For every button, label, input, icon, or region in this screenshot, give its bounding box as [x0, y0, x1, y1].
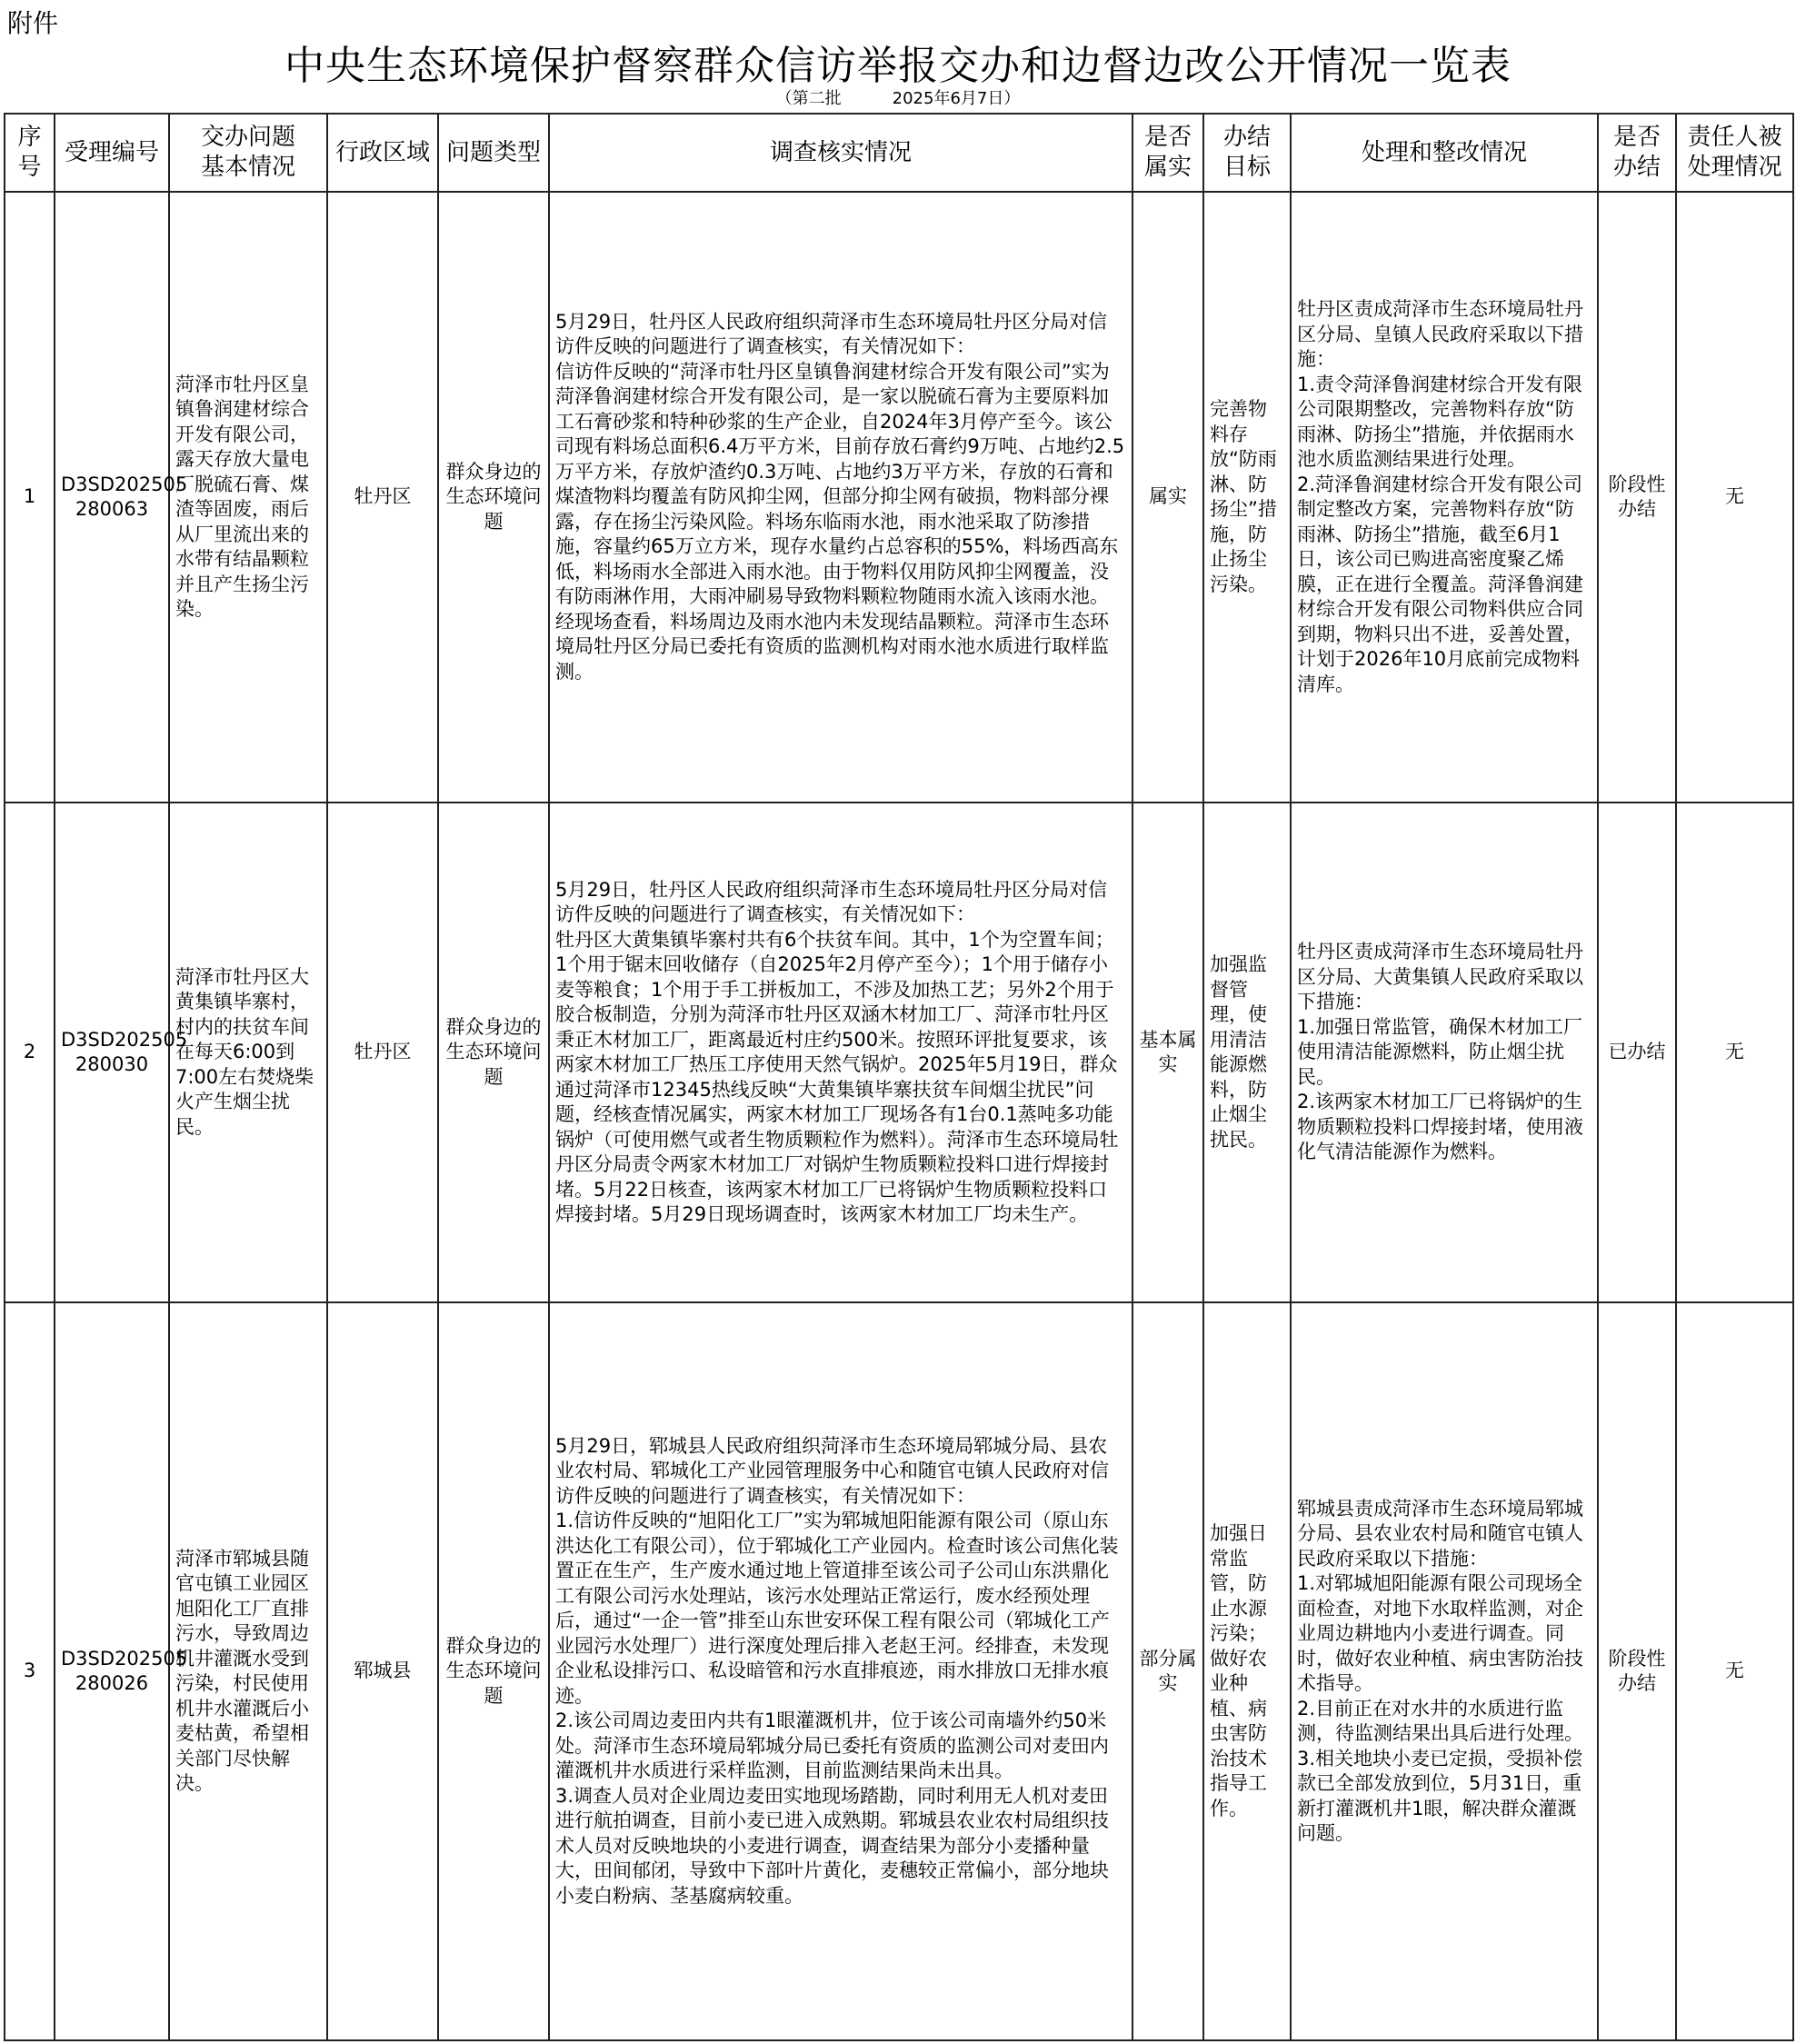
row-region: 郓城县 — [327, 1302, 438, 2040]
row-goal: 加强监督管理，使用清洁能源燃料，防止烟尘扰民。 — [1203, 803, 1291, 1302]
table-row — [5, 1302, 1793, 2040]
row-type: 群众身边的生态环境问题 — [438, 192, 549, 803]
col-header-type: 问题类型 — [438, 114, 549, 192]
row-problem: 菏泽市牡丹区皇镇鲁润建材综合开发有限公司，露天存放大量电厂脱硫石膏、煤渣等固废，雨后从厂里流出来的水带有结晶颗粒并且产生扬尘污染。 — [169, 192, 327, 803]
row-verified: 基本属实 — [1132, 803, 1203, 1302]
table-row — [5, 803, 1793, 1302]
col-header-closed: 是否 办结 — [1598, 114, 1676, 192]
col-header-verified: 是否 属实 — [1132, 114, 1203, 192]
row-region: 牡丹区 — [327, 192, 438, 803]
row-verified: 部分属实 — [1132, 1302, 1203, 2040]
col-header-goal: 办结 目标 — [1203, 114, 1291, 192]
row-handling: 牡丹区责成菏泽市生态环境局牡丹区分局、大黄集镇人民政府采取以下措施： 1.加强日常监管，确保木材加工厂使用清洁能源燃料，防止烟尘扰民。 2.该两家木材加工厂已将锅炉的生物质颗粒投料口焊接封堵，使用液化气清洁能源作为燃料。 — [1291, 803, 1598, 1302]
row-accountability: 无 — [1676, 192, 1793, 803]
row-code: D3SD202505 280063 — [55, 192, 169, 803]
row-closed: 阶段性办结 — [1598, 1302, 1676, 2040]
col-header-investigation: 调查核实情况 — [549, 114, 1132, 192]
col-header-problem: 交办问题 基本情况 — [169, 114, 327, 192]
row-handling: 郓城县责成菏泽市生态环境局郓城分局、县农业农村局和随官屯镇人民政府采取以下措施： 1.对郓城旭阳能源有限公司现场全面检查，对地下水取样监测，对企业周边耕地内小麦进行调查。同时，做好农业种植、病虫害防治技术指导。 2.目前正在对水井的水质进行监测，待监测结果出具后进行处理。 3.相关地块小麦已定损，受损补偿款已全部发放到位，5月31日，重新打灌溉机井1眼，解决群众灌溉问题。 — [1291, 1302, 1598, 2040]
row-accountability: 无 — [1676, 1302, 1793, 2040]
row-problem: 菏泽市牡丹区大黄集镇毕寨村，村内的扶贫车间在每天6:00到7:00左右焚烧柴火产生烟尘扰民。 — [169, 803, 327, 1302]
row-closed: 阶段性办结 — [1598, 192, 1676, 803]
publish-date: 2025年6月7日） — [892, 89, 1021, 108]
col-header-region: 行政区域 — [327, 114, 438, 192]
row-closed: 已办结 — [1598, 803, 1676, 1302]
row-seq: 2 — [5, 803, 55, 1302]
col-header-handling: 处理和整改情况 — [1291, 114, 1598, 192]
row-problem: 菏泽市郓城县随官屯镇工业园区旭阳化工厂直排污水，导致周边机井灌溉水受到污染，村民使用机井水灌溉后小麦枯黄，希望相关部门尽快解决。 — [169, 1302, 327, 2040]
page-title: 中央生态环境保护督察群众信访举报交办和边督边改公开情况一览表 — [284, 43, 1512, 89]
disclosure-table — [4, 113, 1794, 2041]
row-goal: 加强日常监管，防止水源污染；做好农业种植、病虫害防治技术指导工作。 — [1203, 1302, 1291, 2040]
page-subtitle — [0, 89, 1796, 109]
row-verified: 属实 — [1132, 192, 1203, 803]
row-seq: 1 — [5, 192, 55, 803]
col-header-accountability: 责任人被 处理情况 — [1676, 114, 1793, 192]
row-seq: 3 — [5, 1302, 55, 2040]
row-accountability: 无 — [1676, 803, 1793, 1302]
row-investigation: 5月29日，郓城县人民政府组织菏泽市生态环境局郓城分局、县农业农村局、郓城化工产业园管理服务中心和随官屯镇人民政府对信访件反映的问题进行了调查核实，有关情况如下： 1.信访件反映的“旭阳化工厂”实为郓城旭阳能源有限公司（原山东洪达化工有限公司），位于郓城化工产业园内。检查时该公司焦化装置正在生产，生产废水通过地上管道排至该公司子公司山东洪鼎化工有限公司污水处理站，该污水处理站正常运行，废水经预处理后，通过“一企一管”排至山东世安环保工程有限公司（郓城化工产业园污水处理厂）进行深度处理后排入老赵王河。经排查，未发现企业私设排污口、私设暗管和污水直排痕迹，雨水排放口无排水痕迹。 2.该公司周边麦田内共有1眼灌溉机井，位于该公司南墙外约50米处。菏泽市生态环境局郓城分局已委托有资质的监测公司对麦田内灌溉机井水质进行采样监测，目前监测结果尚未出具。 3.调查人员对企业周边麦田实地现场踏勘，同时利用无人机对麦田进行航拍调查，目前小麦已进入成熟期。郓城县农业农村局组织技术人员对反映地块的小麦进行调查，调查结果为部分小麦播种量大，田间郁闭，导致中下部叶片黄化，麦穗较正常偏小，部分地块小麦白粉病、茎基腐病较重。 — [549, 1302, 1132, 2040]
header-row — [5, 114, 1793, 192]
row-investigation: 5月29日，牡丹区人民政府组织菏泽市生态环境局牡丹区分局对信访件反映的问题进行了调查核实，有关情况如下： 信访件反映的“菏泽市牡丹区皇镇鲁润建材综合开发有限公司”实为菏泽鲁润建材综合开发有限公司，是一家以脱硫石膏为主要原料加工石膏砂浆和特种砂浆的生产企业，自2024年3月停产至今。该公司现有料场总面积6.4万平方米，目前存放石膏约9万吨、占地约2.5万平方米，存放炉渣约0.3万吨、占地约3万平方米，存放的石膏和煤渣物料均覆盖有防风抑尘网，但部分抑尘网有破损，物料部分裸露，存在扬尘污染风险。料场东临雨水池，雨水池采取了防渗措施，容量约65万立方米，现存水量约占总容积的55%，料场西高东低，料场雨水全部进入雨水池。由于物料仅用防风抑尘网覆盖，没有防雨淋作用，大雨冲刷易导致物料颗粒物随雨水流入该雨水池。经现场查看，料场周边及雨水池内未发现结晶颗粒。菏泽市生态环境局牡丹区分局已委托有资质的监测机构对雨水池水质进行取样监测。 — [549, 192, 1132, 803]
row-code: D3SD202505 280026 — [55, 1302, 169, 2040]
row-region: 牡丹区 — [327, 803, 438, 1302]
row-type: 群众身边的生态环境问题 — [438, 1302, 549, 2040]
table-row — [5, 192, 1793, 803]
row-handling: 牡丹区责成菏泽市生态环境局牡丹区分局、皇镇人民政府采取以下措施： 1.责令菏泽鲁润建材综合开发有限公司限期整改，完善物料存放“防雨淋、防扬尘”措施，并依据雨水池水质监测结果进行处理。 2.菏泽鲁润建材综合开发有限公司制定整改方案，完善物料存放“防雨淋、防扬尘”措施，截至6月1日，该公司已购进高密度聚乙烯膜，正在进行全覆盖。菏泽鲁润建材综合开发有限公司物料供应合同到期，物料只出不进，妥善处置，计划于2026年10月底前完成物料清库。 — [1291, 192, 1598, 803]
batch-label: （第二批 — [775, 89, 842, 108]
col-header-code: 受理编号 — [55, 114, 169, 192]
row-investigation: 5月29日，牡丹区人民政府组织菏泽市生态环境局牡丹区分局对信访件反映的问题进行了调查核实，有关情况如下： 牡丹区大黄集镇毕寨村共有6个扶贫车间。其中，1个为空置车间；1个用于锯末回收储存（自2025年2月停产至今）；1个用于储存小麦等粮食；1个用于手工拼板加工，不涉及加热工艺；另外2个用于胶合板制造，分别为菏泽市牡丹区双涵木材加工厂、菏泽市牡丹区秉正木材加工厂，距离最近村庄约500米。按照环评批复要求，该两家木材加工厂热压工序使用天然气锅炉。2025年5月19日，群众通过菏泽市12345热线反映“大黄集镇毕寨扶贫车间烟尘扰民”问题，经核查情况属实，两家木材加工厂现场各有1台0.1蒸吨多功能锅炉（可使用燃气或者生物质颗粒作为燃料）。菏泽市生态环境局牡丹区分局责令两家木材加工厂对锅炉生物质颗粒投料口进行焊接封堵。5月22日核查，该两家木材加工厂已将锅炉生物质颗粒投料口焊接封堵。5月29日现场调查时，该两家木材加工厂均未生产。 — [549, 803, 1132, 1302]
row-code: D3SD202505 280030 — [55, 803, 169, 1302]
col-header-seq: 序 号 — [5, 114, 55, 192]
attachment-label: 附件 — [7, 8, 59, 38]
row-type: 群众身边的生态环境问题 — [438, 803, 549, 1302]
row-goal: 完善物料存放“防雨淋、防扬尘”措施，防止扬尘污染。 — [1203, 192, 1291, 803]
